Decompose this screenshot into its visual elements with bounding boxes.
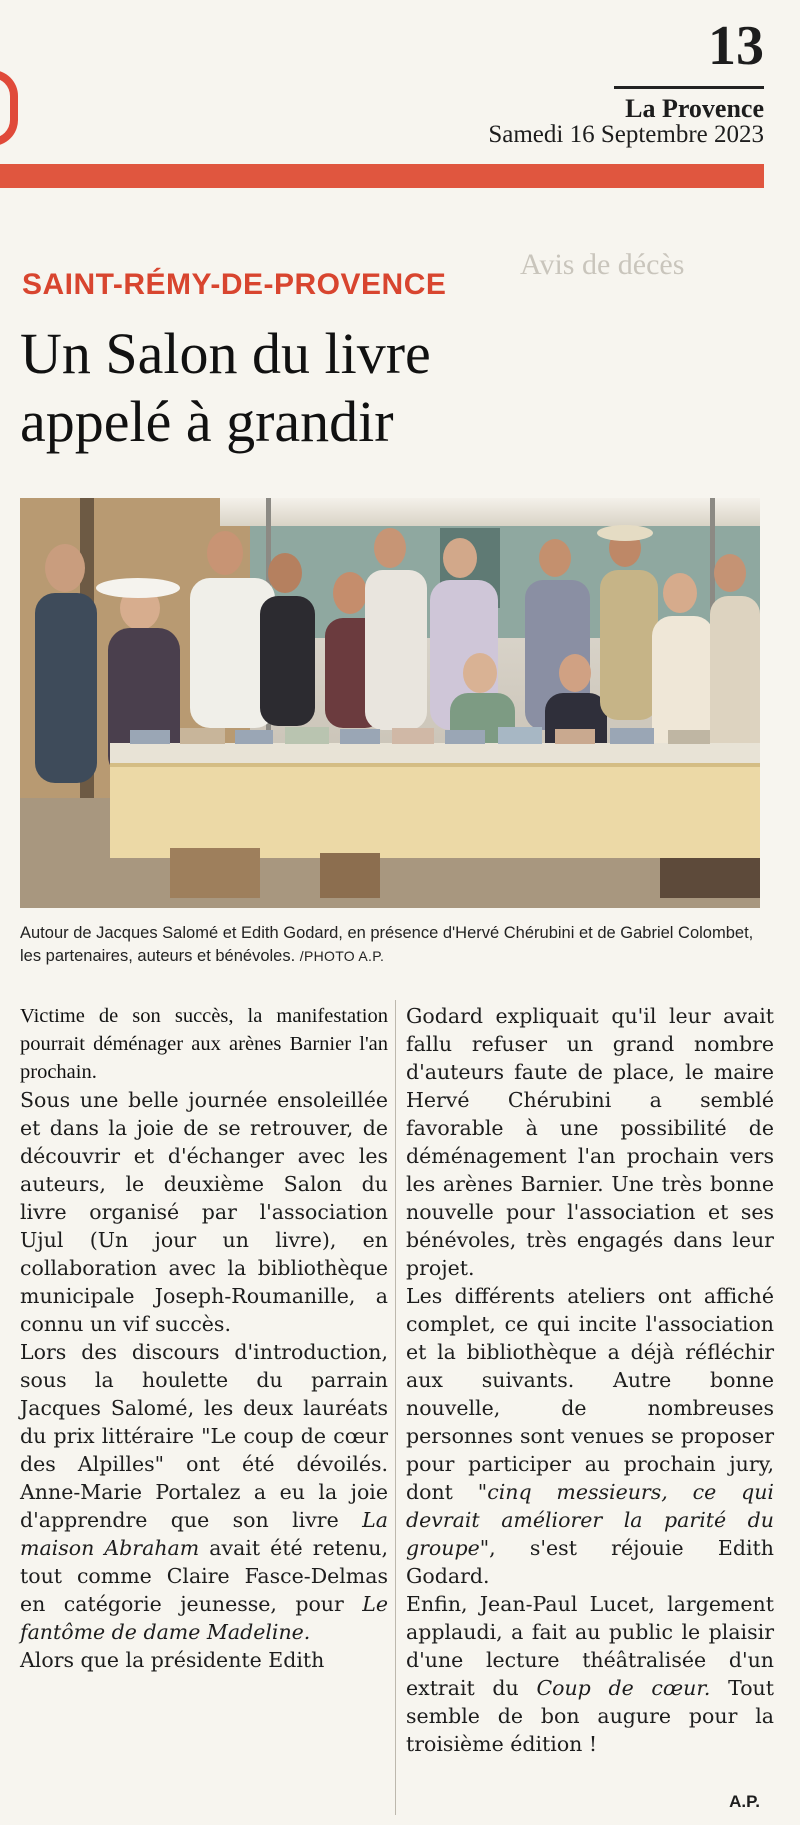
column-separator bbox=[395, 1000, 396, 1815]
paragraph-4 bbox=[406, 1282, 774, 1590]
article-lede: Victime de son succès, la manifestation pourrait déménager aux arènes Barnier l'an prochain. bbox=[20, 1005, 388, 1083]
bleed-through-text: Avis de décès bbox=[520, 248, 685, 281]
group-photo-illustration bbox=[20, 498, 760, 908]
photo-credit: /PHOTO A.P. bbox=[299, 948, 385, 964]
page-number: 13 bbox=[708, 15, 764, 77]
author-signature: A.P. bbox=[729, 1792, 760, 1811]
article-column-left bbox=[20, 1002, 388, 1674]
article-headline bbox=[20, 320, 760, 456]
work-title: Coup de cœur. bbox=[536, 1676, 711, 1700]
headline-line-1: Un Salon du livre bbox=[20, 321, 431, 386]
paragraph-5-text: Enfin, Jean-Paul Lucet, largement applaudi, a fait au public le plaisir d'une lecture théâtralisée d'un extrait du bbox=[406, 1592, 774, 1700]
paragraph-2 bbox=[20, 1338, 388, 1646]
article-column-right bbox=[406, 1002, 774, 1758]
article-kicker: SAINT-RÉMY-DE-PROVENCE bbox=[22, 268, 447, 301]
photo-caption bbox=[20, 922, 760, 968]
newspaper-name: La Provence bbox=[625, 94, 764, 123]
paragraph-3-start: Alors que la présidente Edith bbox=[20, 1648, 325, 1672]
book-title-1: La maison Abraham bbox=[20, 1508, 388, 1560]
paragraph-2-text: Lors des discours d'introduction, sous la houlette du parrain Jacques Salomé, les deux lauréats du prix littéraire "Le coup de cœur des Alpilles" ont été dévoilés. Anne-Marie Portalez a eu la joie d'apprendre que son livre bbox=[20, 1340, 388, 1532]
paragraph-4-end: , s'est réjouie Edith Godard. bbox=[406, 1536, 774, 1588]
paragraph-5-end: Tout semble de bon augure pour la troisième édition ! bbox=[406, 1676, 774, 1756]
paragraph-3-continued: Godard expliquait qu'il leur avait fallu refuser un grand nombre d'auteurs faute de place, le maire Hervé Chérubini a semblé favorable à une possibilité de déménagement l'an prochain vers les arènes Barnier. Une très bonne nouvelle pour l'association et ses bénévoles, très engagés dans leur projet. bbox=[406, 1004, 774, 1280]
section-edge-mark bbox=[0, 70, 18, 146]
section-color-band bbox=[0, 164, 764, 188]
paragraph-5 bbox=[406, 1590, 774, 1758]
issue-date: Samedi 16 Septembre 2023 bbox=[488, 121, 764, 148]
headline-line-2: appelé à grandir bbox=[20, 389, 394, 454]
caption-text: Autour de Jacques Salomé et Edith Godard, en présence d'Hervé Chérubini et de Gabriel Colombet, les partenaires, auteurs et bénévoles. bbox=[20, 924, 754, 965]
book-title-2: Le fantôme de dame Madeline. bbox=[20, 1592, 388, 1644]
paragraph-4-text: Les différents ateliers ont affiché complet, ce qui incite l'association et la bibliothèque a déjà réfléchir aux suivants. Autre bonne nouvelle, de nombreuses personnes sont venues se proposer pour participer au prochain jury, dont bbox=[406, 1284, 774, 1504]
quote: "cinq messieurs, ce qui devrait améliorer la parité du groupe" bbox=[406, 1480, 774, 1560]
paragraph-2-middle: avait été retenu, tout comme Claire Fasce-Delmas en catégorie jeunesse, pour bbox=[20, 1536, 388, 1616]
paragraph-1: Sous une belle journée ensoleillée et dans la joie de se retrouver, de découvrir et d'échanger avec les auteurs, le deuxième Salon du livre organisé par l'association Ujul (Un jour un livre), en collaboration avec la bibliothèque municipale Joseph-Roumanille, a connu un vif succès. bbox=[20, 1088, 388, 1336]
article-photo bbox=[20, 498, 760, 908]
page-number-rule bbox=[614, 86, 764, 89]
